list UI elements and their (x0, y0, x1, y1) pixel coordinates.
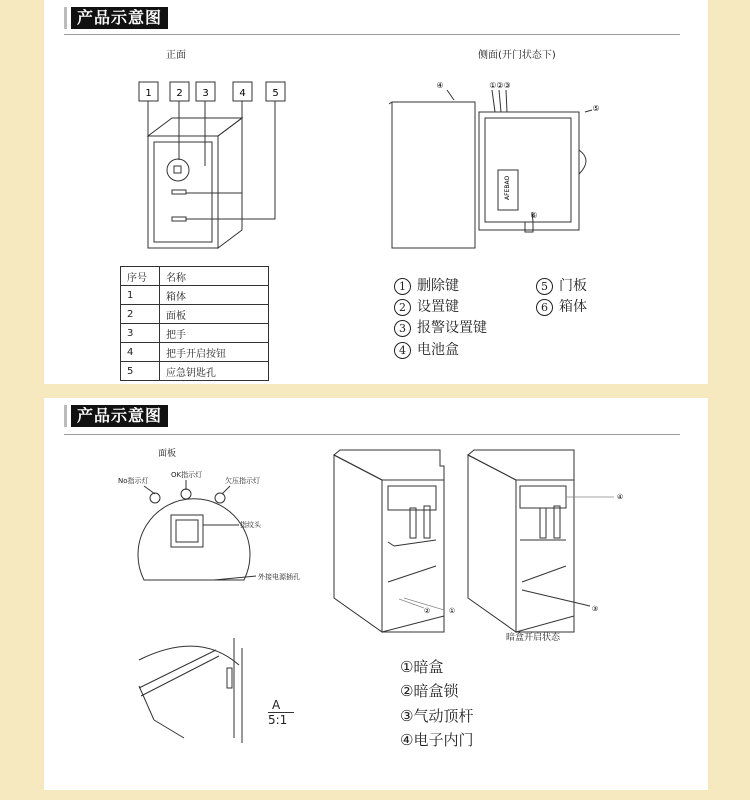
legend-item (394, 296, 459, 316)
table-cell: 把手 (160, 324, 269, 343)
legend-item (536, 275, 587, 295)
legend-item: ①暗盒 (400, 658, 444, 676)
section-title: 产品示意图 (71, 405, 168, 427)
cabinet-callout: ① (448, 607, 456, 615)
table-cell: 5 (121, 362, 160, 381)
legend-item: ④电子内门 (400, 731, 474, 749)
indicator-label-low-voltage: 欠压指示灯 (225, 477, 260, 485)
legend-text: 删除键 (417, 278, 459, 294)
legend-text: 门板 (559, 278, 587, 294)
section-title: 产品示意图 (71, 7, 168, 29)
side-callout-6: ⑥ (530, 211, 538, 220)
table-cell: 4 (121, 343, 160, 362)
legend-text: 箱体 (559, 299, 587, 315)
table-cell: 应急钥匙孔 (160, 362, 269, 381)
open-door-panel (392, 102, 475, 248)
table-cell: 把手开启按钮 (160, 343, 269, 362)
legend-number: 5 (536, 278, 553, 295)
panel-label: 面板 (158, 449, 177, 459)
indicator-label-ok: OK指示灯 (171, 471, 203, 479)
callout-text-3: 3 (202, 88, 209, 99)
cabinet-callout: ② (423, 607, 431, 615)
side-view-drawing (44, 0, 708, 260)
legend-text: 报警设置键 (417, 320, 487, 336)
power-hole-label: 外接电源插孔 (258, 573, 300, 581)
legend-item (394, 317, 487, 337)
cabinet-left-side (334, 455, 382, 632)
legend-item: ③气动顶杆 (400, 707, 474, 725)
legend-number: 4 (394, 342, 411, 359)
legend-number: 6 (536, 299, 553, 316)
table-header-row (121, 267, 269, 286)
door-handle (579, 150, 586, 174)
cabinet-callout: ③ (591, 605, 599, 613)
legend-number: 1 (394, 278, 411, 295)
diagram-panel-top (44, 0, 708, 384)
table-cell: 面板 (160, 305, 269, 324)
legend-text: 设置键 (417, 299, 459, 315)
open-state-caption: 暗盒开启状态 (506, 633, 561, 643)
legend-number: 3 (394, 320, 411, 337)
table-cell: 1 (121, 286, 160, 305)
table-cell: 箱体 (160, 286, 269, 305)
legend-item (536, 296, 587, 316)
side-callout-123: ①②③ (489, 81, 511, 90)
legend-number: 2 (394, 299, 411, 316)
legend-text: 电池盒 (417, 342, 459, 358)
table-row (121, 362, 269, 381)
table-cell: 3 (121, 324, 160, 343)
diagram-panel-bottom (44, 398, 708, 790)
table-row (121, 286, 269, 305)
side-callout-5: ⑤ (592, 104, 600, 113)
safe-body-open (479, 112, 579, 230)
battery-box-mark: AFEBAO (504, 175, 511, 200)
table-row (121, 343, 269, 362)
table-header-cell: 序号 (121, 267, 160, 286)
cabinet-callout: ④ (616, 493, 624, 501)
legend-item (394, 275, 459, 295)
parts-table (120, 266, 269, 381)
legend-item (394, 339, 459, 359)
fingerprint-label: 指纹头 (240, 521, 261, 529)
callout-text-5: 5 (272, 88, 279, 99)
indicator-label-no: No指示灯 (118, 477, 149, 485)
callout-text-1: 1 (145, 88, 152, 99)
table-cell: 2 (121, 305, 160, 324)
cabinet-right (468, 450, 590, 632)
cabinet-drawings (44, 398, 708, 658)
detail-scale: 5:1 (268, 713, 288, 727)
callout-text-2: 2 (176, 88, 183, 99)
table-header-cell: 名称 (160, 267, 269, 286)
table-row (121, 305, 269, 324)
detail-letter: A (272, 698, 281, 712)
callout-text-4: 4 (239, 88, 246, 99)
side-callout-4: ④ (436, 81, 444, 90)
legend-item: ②暗盒锁 (400, 682, 459, 700)
front-view-label: 正面 (166, 50, 186, 61)
side-view-label: 侧面(开门状态下) (478, 50, 556, 61)
table-row (121, 324, 269, 343)
